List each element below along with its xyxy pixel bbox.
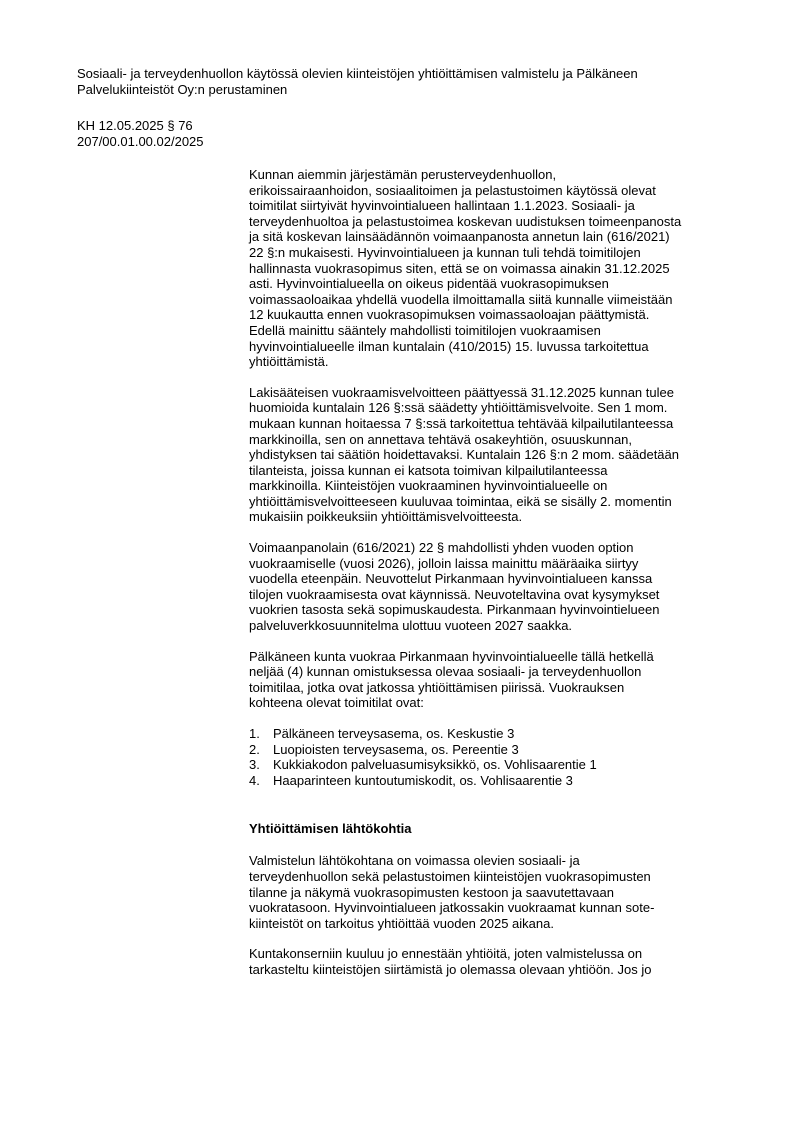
paragraph-line: hyvinvointialueelle ilman kuntalain (410/2015) 15. luvussa tarkoitettua xyxy=(249,338,649,354)
title-line: Sosiaali- ja terveydenhuollon käytössä olevien kiinteistöjen yhtiöittämisen valmistelu ja Pälkäneen xyxy=(77,66,638,81)
facility-list-item xyxy=(249,773,719,789)
section-heading: Yhtiöittämisen lähtökohtia xyxy=(249,821,412,837)
paragraph-line: Kunnan aiemmin järjestämän perusterveydenhuollon, xyxy=(249,167,557,182)
paragraph-line: mukaan kunnan hoitaessa 7 §:ssä tarkoitettua tehtävää kilpailutilanteessa xyxy=(249,415,674,431)
paragraph-line: yhtiöittämisvelvoitteeseen kuuluvaa toimintaa, eikä se sisälly 2. momentin xyxy=(249,493,672,509)
list-item-number: 3. xyxy=(249,757,260,773)
document-title xyxy=(77,66,717,98)
body-paragraph xyxy=(249,853,719,931)
paragraph-line: yhtiöittämistä. xyxy=(249,354,329,370)
paragraph-line: kiinteistöt on tarkoitus yhtiöittää vuoden 2025 aikana. xyxy=(249,915,554,931)
list-item-number: 1. xyxy=(249,726,260,741)
paragraph-line: markkinoilla. Kiinteistöjen vuokraaminen hyvinvointialueelle on xyxy=(249,478,608,494)
paragraph-line: toimitilaa, jotka ovat jatkossa yhtiöittämisen piirissä. Vuokrauksen xyxy=(249,679,625,695)
document-body xyxy=(249,167,719,993)
meeting-meta xyxy=(77,118,204,150)
paragraphs-before-list xyxy=(249,167,719,711)
paragraph-line: kohteena olevat toimitilat ovat: xyxy=(249,695,424,711)
paragraph-line: tilojen vuokraamisesta ovat käynnissä. Neuvoteltavina ovat kysymykset xyxy=(249,586,660,602)
paragraph-line: yhdistyksen tai säätiön hoidettavaksi. Kuntalain 126 §:n 2 mom. säädetään xyxy=(249,447,679,463)
facility-list-item xyxy=(249,742,719,758)
title-line: Palvelukiinteistöt Oy:n perustaminen xyxy=(77,82,288,97)
paragraph-line: Lakisääteisen vuokraamisvelvoitteen päättyessä 31.12.2025 kunnan tulee xyxy=(249,384,674,400)
paragraph-line: tilanne ja näkymä vuokrasopimusten kestoon ja saavutettavaan xyxy=(249,884,614,900)
paragraph-line: 12 kuukautta ennen vuokrasopimuksen voimassaoloajan päättymistä. xyxy=(249,307,650,323)
paragraph-line: huomioida kuntalain 126 §:ssä säädetty yhtiöittämisvelvoite. Sen 1 mom. xyxy=(249,400,668,416)
paragraph-line: Valmistelun lähtökohtana on voimassa olevien sosiaali- ja xyxy=(249,853,580,869)
list-item-text: Haaparinteen kuntoutumiskodit, os. Vohlisaarentie 3 xyxy=(273,772,573,788)
body-paragraph xyxy=(249,649,719,711)
paragraph-line: hallinnasta vuokrasopimus siten, että se on voimassa ainakin 31.12.2025 xyxy=(249,260,670,276)
paragraph-line: markkinoilla, sen on annettava tehtävä osakeyhtiön, osuuskunnan, xyxy=(249,431,633,447)
paragraphs-after-heading xyxy=(249,853,719,977)
list-item-number: 4. xyxy=(249,772,260,788)
paragraph-line: 22 §:n mukaisesti. Hyvinvointialueen ja kunnan tuli tehdä toimitilojen xyxy=(249,244,641,260)
list-item-text: Pälkäneen terveysasema, os. Keskustie 3 xyxy=(273,726,515,741)
paragraph-line: vuokraamiselle (vuosi 2026), jolloin laissa mainittu määräaika siirtyy xyxy=(249,555,639,571)
paragraph-line: tilanteista, joissa kunnan ei katsota toimivan kilpailutilanteessa xyxy=(249,462,608,478)
paragraph-line: Kuntakonserniin kuuluu jo ennestään yhtiöitä, joten valmistelussa on xyxy=(249,946,643,962)
case-number: 207/00.01.00.02/2025 xyxy=(77,134,204,149)
paragraph-line: voimassaoloaikaa yhdellä vuodella ilmoittamalla siitä kunnalle viimeistään xyxy=(249,291,673,307)
facility-list xyxy=(249,726,719,788)
paragraph-line: Edellä mainittu sääntely mahdollisti toimitilojen vuokraamisen xyxy=(249,322,601,338)
meeting-reference: KH 12.05.2025 § 76 xyxy=(77,118,193,133)
paragraph-line: Pälkäneen kunta vuokraa Pirkanmaan hyvinvointialueelle tällä hetkellä xyxy=(249,648,654,664)
paragraph-line: vuodella eteenpäin. Neuvottelut Pirkanmaan hyvinvointialueen kanssa xyxy=(249,571,653,587)
paragraph-line: asti. Hyvinvointialueella on oikeus pidentää vuokrasopimuksen xyxy=(249,276,609,292)
facility-list-item xyxy=(249,757,719,773)
paragraph-line: toimitilat siirtyivät hyvinvointialueen hallintaan 1.1.2023. Sosiaali- ja xyxy=(249,198,635,214)
paragraph-line: erikoissairaanhoidon, sosiaalitoimen ja pelastustoimen käytössä olevat xyxy=(249,182,656,198)
paragraph-line: neljää (4) kunnan omistuksessa olevaa sosiaali- ja terveydenhuollon xyxy=(249,664,642,680)
list-item-text: Luopioisten terveysasema, os. Pereentie 3 xyxy=(273,741,519,757)
list-item-number: 2. xyxy=(249,741,260,757)
paragraph-line: vuokratasoon. Hyvinvointialueen jatkossakin vuokraamat kunnan sote- xyxy=(249,900,655,916)
paragraph-line: mukaisiin poikkeuksiin yhtiöittämisvelvoitteesta. xyxy=(249,509,523,525)
paragraph-line: Voimaanpanolain (616/2021) 22 § mahdollisti yhden vuoden option xyxy=(249,540,634,556)
facility-list-item xyxy=(249,726,719,742)
list-item-text: Kukkiakodon palveluasumisyksikkö, os. Vohlisaarentie 1 xyxy=(273,757,597,773)
body-paragraph xyxy=(249,385,719,525)
body-paragraph xyxy=(249,946,719,977)
paragraph-line: tarkasteltu kiinteistöjen siirtämistä jo olemassa olevaan yhtiöön. Jos jo xyxy=(249,961,652,977)
paragraph-line: vuokrien tasosta sekä sopimuskaudesta. Pirkanmaan hyvinvointielueen xyxy=(249,602,660,618)
paragraph-line: ja sitä koskevan lainsäädännön voimaanpanosta annetun lain (616/2021) xyxy=(249,229,670,245)
body-paragraph xyxy=(249,167,719,370)
paragraph-line: terveydenhuollon sekä pelastustoimen kiinteistöjen vuokrasopimusten xyxy=(249,868,651,884)
paragraph-line: palveluverkkosuunnitelma ulottuu vuoteen 2027 saakka. xyxy=(249,618,573,634)
body-paragraph xyxy=(249,540,719,634)
paragraph-line: terveydenhuoltoa ja pelastustoimea koskevan uudistuksen toimeenpanosta xyxy=(249,213,682,229)
